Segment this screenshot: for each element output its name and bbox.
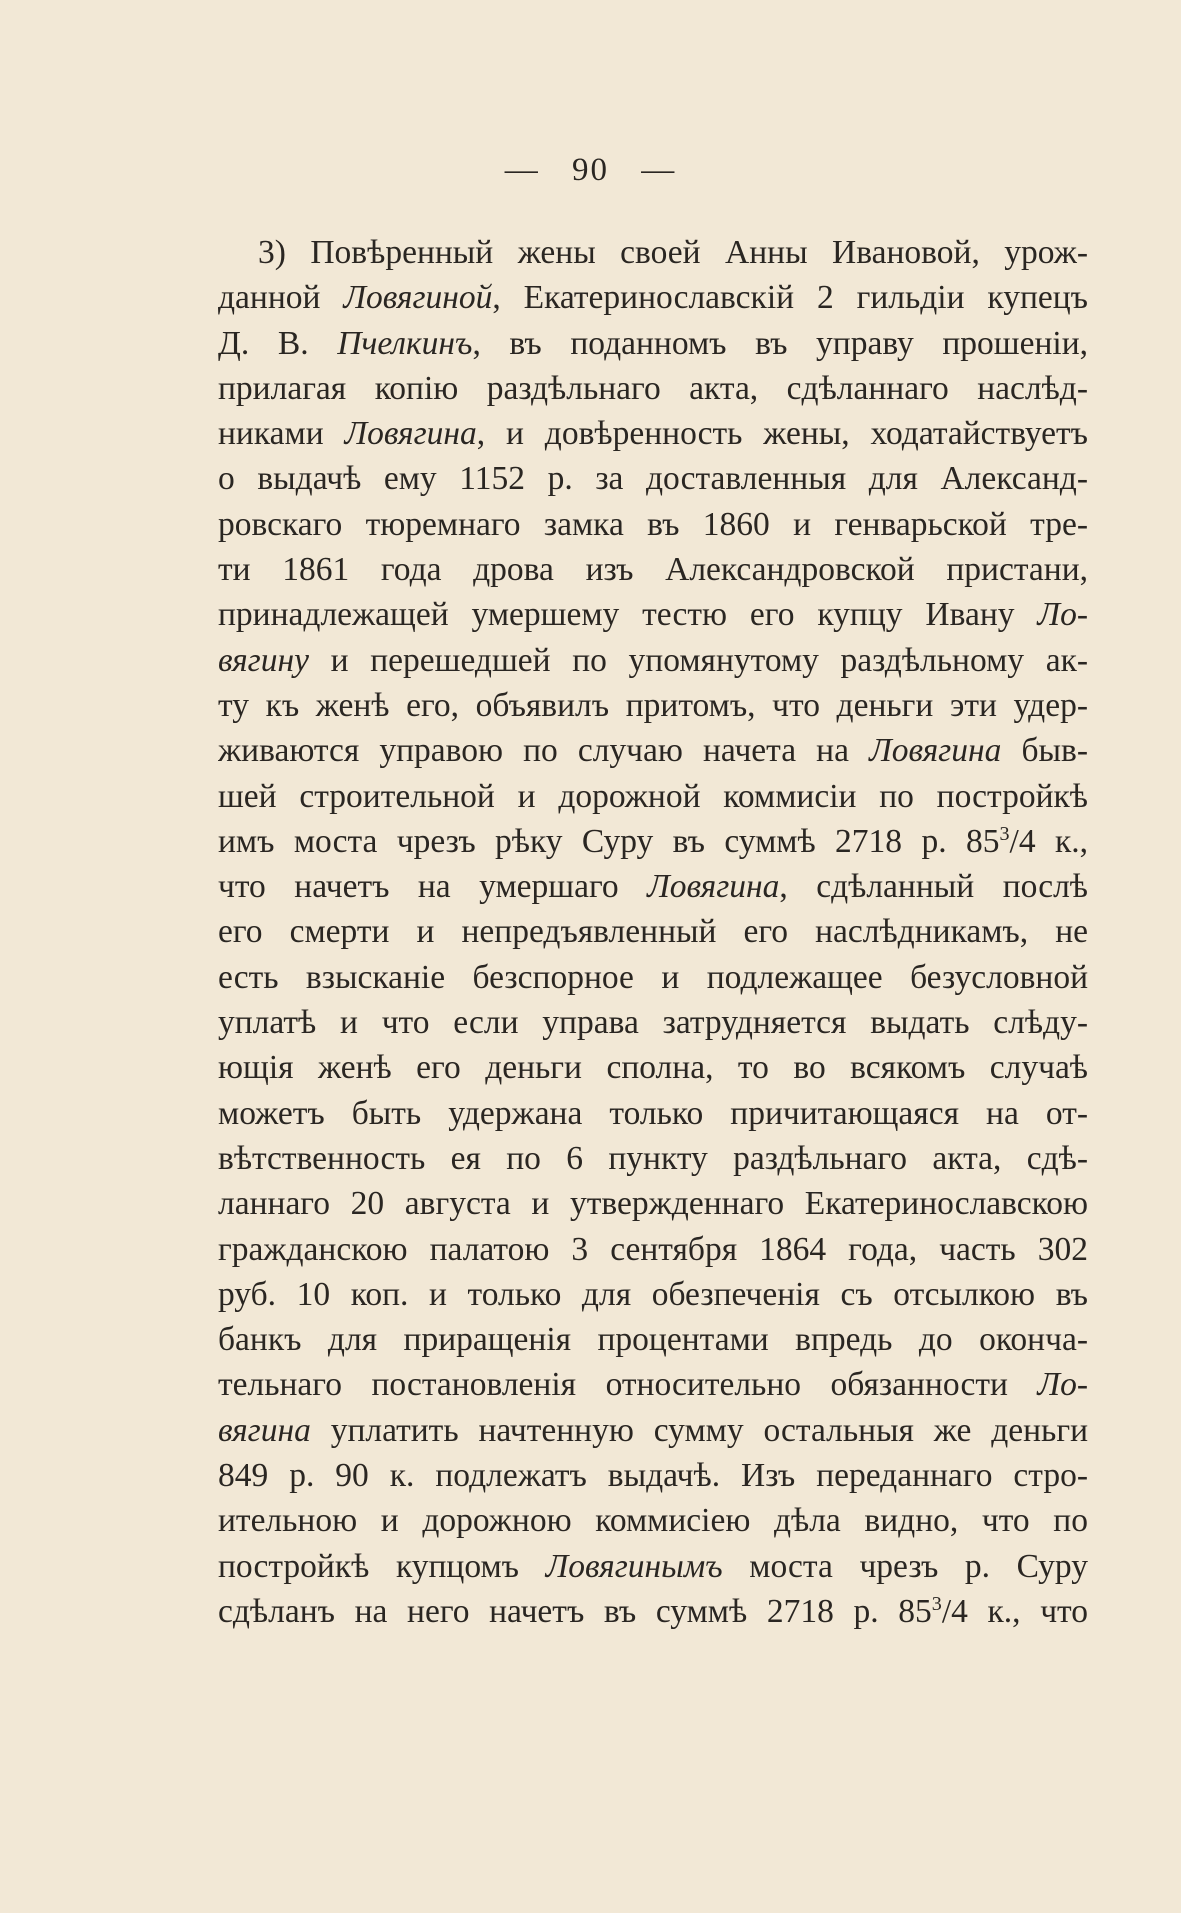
text-segment: руб. 10 коп. и только для обезпеченія съ отсылкою въ bbox=[218, 1275, 1088, 1313]
text-line bbox=[218, 321, 1088, 366]
text-line bbox=[218, 955, 1088, 1000]
text-segment: его смерти и непредъявленный его наслѣдникамъ, не bbox=[218, 913, 1088, 951]
italic-name: вягину bbox=[218, 641, 309, 679]
text-segment: ту къ женѣ его, объявилъ притомъ, что деньги эти удер- bbox=[218, 686, 1088, 724]
text-segment: никами bbox=[218, 415, 345, 453]
italic-name: Пчелкинъ bbox=[337, 324, 473, 362]
text-segment: живаются управою по случаю начета на bbox=[218, 732, 870, 770]
page-number-header bbox=[0, 152, 1181, 189]
text-line bbox=[218, 1362, 1088, 1407]
body-text bbox=[218, 230, 1088, 1634]
italic-name: Ловягина bbox=[344, 415, 477, 453]
text-segment: быв- bbox=[1001, 732, 1088, 770]
text-line bbox=[218, 1045, 1088, 1090]
text-segment: тельнаго постановленія относительно обязанности bbox=[218, 1366, 1038, 1404]
text-line bbox=[218, 1408, 1088, 1453]
page-number: 90 bbox=[572, 152, 609, 188]
text-segment: принадлежащей умершему тестю его купцу Ивану bbox=[218, 596, 1038, 634]
text-line bbox=[218, 728, 1088, 773]
text-line bbox=[218, 1136, 1088, 1181]
italic-name: Ловягина bbox=[647, 868, 780, 906]
text-line bbox=[218, 638, 1088, 683]
italic-name: Ло- bbox=[1037, 1366, 1088, 1404]
text-line bbox=[218, 1091, 1088, 1136]
text-line bbox=[218, 230, 1088, 275]
text-line bbox=[218, 1589, 1088, 1634]
text-line bbox=[218, 1181, 1088, 1226]
text-segment: 849 р. 90 к. подлежатъ выдачѣ. Изъ переданнаго стро- bbox=[218, 1457, 1088, 1495]
text-line bbox=[218, 592, 1088, 637]
text-segment: , сдѣланный послѣ bbox=[779, 868, 1088, 906]
text-segment: ти 1861 года дрова изъ Александровской пристани, bbox=[218, 551, 1088, 589]
text-segment: уплатѣ и что если управа затрудняется выдать слѣду- bbox=[218, 1004, 1088, 1042]
page-number-dash-right: — bbox=[641, 152, 677, 188]
text-line bbox=[218, 275, 1088, 320]
text-line bbox=[218, 864, 1088, 909]
text-segment: Д. В. bbox=[218, 324, 338, 362]
text-segment: , и довѣренность жены, ходатайствуетъ bbox=[476, 415, 1088, 453]
text-line bbox=[218, 1272, 1088, 1317]
text-segment: есть взысканіе безспорное и подлежащее безусловной bbox=[218, 958, 1088, 996]
superscript: 3 bbox=[931, 1592, 942, 1615]
text-segment: ительною и дорожною коммисіею дѣла видно, что по bbox=[218, 1502, 1088, 1540]
text-segment: ющія женѣ его деньги сполна, то во всякомъ случаѣ bbox=[218, 1049, 1088, 1087]
text-line bbox=[218, 1317, 1088, 1362]
text-line bbox=[218, 502, 1088, 547]
text-segment: данной bbox=[218, 279, 344, 317]
text-segment: прилагая копію раздѣльнаго акта, сдѣланнаго наслѣд- bbox=[218, 369, 1088, 407]
text-segment: ровскаго тюремнаго замка въ 1860 и генварьской тре- bbox=[218, 505, 1088, 543]
italic-name: Ло- bbox=[1037, 596, 1088, 634]
text-segment: банкъ для приращенія процентами впредь до оконча- bbox=[218, 1321, 1088, 1359]
text-line bbox=[218, 1227, 1088, 1272]
text-segment: уплатить начтенную сумму остальныя же деньги bbox=[310, 1411, 1088, 1449]
text-line bbox=[218, 1498, 1088, 1543]
text-segment: гражданскою палатою 3 сентября 1864 года, часть 302 bbox=[218, 1230, 1088, 1268]
text-line bbox=[218, 547, 1088, 592]
text-segment: , въ поданномъ въ управу прошеніи, bbox=[472, 324, 1088, 362]
text-segment: /4 к., bbox=[1009, 822, 1088, 860]
text-segment: вѣтственность ея по 6 пункту раздѣльнаго акта, сдѣ- bbox=[218, 1139, 1088, 1177]
page-number-dash-left: — bbox=[504, 152, 540, 188]
text-segment: имъ моста чрезъ рѣку Суру въ суммѣ 2718 р. 85 bbox=[218, 822, 1000, 860]
text-segment: о выдачѣ ему 1152 р. за доставленныя для Александ- bbox=[218, 460, 1088, 498]
text-line bbox=[218, 1000, 1088, 1045]
text-segment: что начетъ на умершаго bbox=[218, 868, 648, 906]
text-line bbox=[218, 1544, 1088, 1589]
text-line bbox=[218, 366, 1088, 411]
text-segment: постройкѣ купцомъ bbox=[218, 1547, 546, 1585]
text-segment: 3) Повѣренный жены своей Анны Ивановой, урож- bbox=[258, 234, 1088, 271]
text-line bbox=[218, 411, 1088, 456]
text-segment: моста чрезъ р. Суру bbox=[722, 1547, 1088, 1585]
text-segment: /4 к., что bbox=[941, 1592, 1088, 1630]
italic-name: Ловягинымъ bbox=[545, 1547, 723, 1585]
text-line bbox=[218, 909, 1088, 954]
text-segment: и перешедшей по упомянутому раздѣльному ак- bbox=[308, 641, 1088, 679]
text-line bbox=[218, 819, 1088, 864]
text-segment: можетъ быть удержана только причитающаяся на от- bbox=[218, 1094, 1088, 1132]
text-segment: , Екатеринославскій 2 гильдіи купецъ bbox=[492, 279, 1088, 317]
text-line bbox=[218, 774, 1088, 819]
italic-name: Ловягиной bbox=[343, 279, 493, 317]
text-line bbox=[218, 456, 1088, 501]
text-segment: ланнаго 20 августа и утвержденнаго Екатеринославскою bbox=[218, 1185, 1088, 1223]
text-segment: шей строительной и дорожной коммисіи по постройкѣ bbox=[218, 777, 1088, 815]
italic-name: вягина bbox=[218, 1411, 311, 1449]
text-line bbox=[218, 683, 1088, 728]
text-line bbox=[218, 1453, 1088, 1498]
text-segment: сдѣланъ на него начетъ въ суммѣ 2718 р. 85 bbox=[218, 1592, 932, 1630]
superscript: 3 bbox=[999, 822, 1010, 845]
italic-name: Ловягина bbox=[869, 732, 1002, 770]
